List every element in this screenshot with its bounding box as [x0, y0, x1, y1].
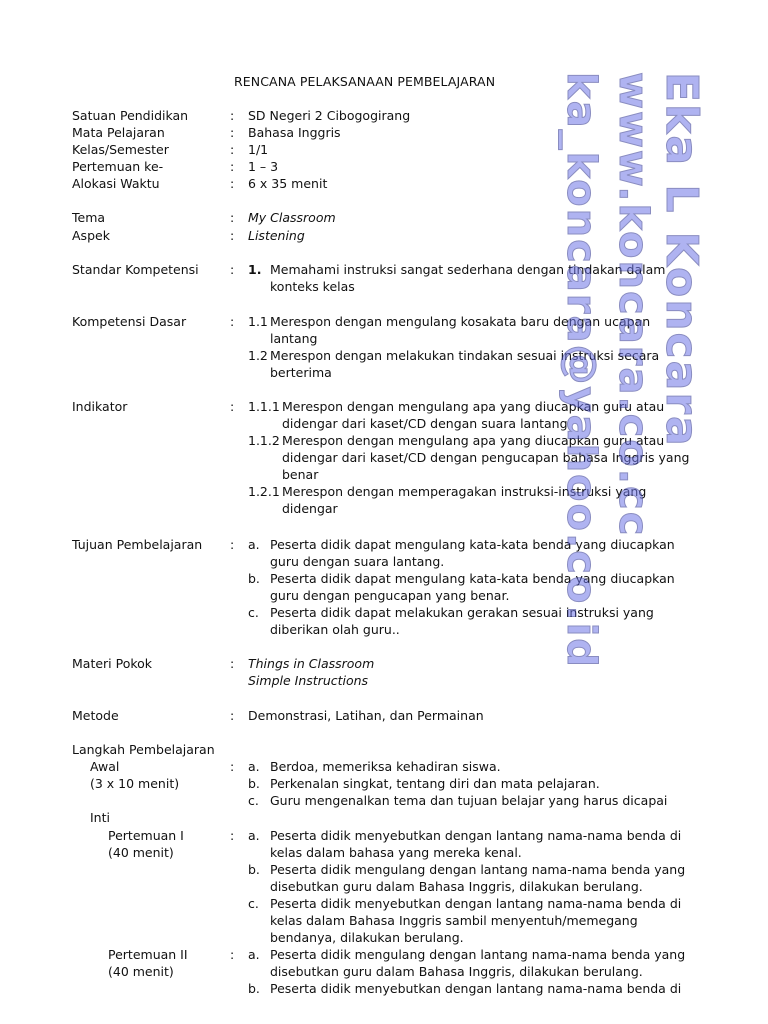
indikator-text-line: didengar dari kaset/CD dengan pengucapan bahasa Inggris yang: [282, 450, 690, 465]
tujuan-letter: b.: [248, 571, 260, 586]
pertemuan-label: Pertemuan ke-: [72, 159, 164, 174]
colon: :: [230, 262, 235, 277]
colon: :: [230, 159, 235, 174]
alokasi-label: Alokasi Waktu: [72, 176, 160, 191]
awal-label: Awal: [90, 759, 120, 774]
pertemuan1-letter: b.: [248, 862, 260, 877]
kd-number: 1.1: [248, 314, 268, 329]
watermark-email: ka_koncara@yahoo.co.id: [558, 72, 604, 669]
indikator-text-line: Merespon dengan mengulang apa yang diucapkan guru atau: [282, 433, 665, 448]
colon: :: [230, 656, 235, 671]
pertemuan1-time: (40 menit): [108, 845, 174, 860]
watermark-author: Eka L Koncara: [656, 72, 707, 448]
awal-letter: c.: [248, 793, 259, 808]
colon: :: [230, 537, 235, 552]
materi-label: Materi Pokok: [72, 656, 153, 671]
colon: :: [230, 142, 235, 157]
awal-letter: a.: [248, 759, 260, 774]
pertemuan1-label: Pertemuan I: [108, 828, 184, 843]
indikator-number: 1.1.2: [248, 433, 280, 448]
pertemuan1-text-line: disebutkan guru dalam Bahasa Inggris, dilakukan berulang.: [270, 879, 643, 894]
tujuan-text-line: Peserta didik dapat melakukan gerakan sesuai instruksi yang: [270, 605, 654, 620]
colon: :: [230, 947, 235, 962]
colon: :: [230, 828, 235, 843]
indikator-text-line: Merespon dengan mengulang apa yang diucapkan guru atau: [282, 399, 665, 414]
alokasi-value: 6 x 35 menit: [248, 176, 328, 191]
colon: :: [230, 314, 235, 329]
pertemuan1-letter: a.: [248, 828, 260, 843]
tema-value: My Classroom: [248, 210, 336, 225]
indikator-number: 1.2.1: [248, 484, 280, 499]
kd-text-line: Merespon dengan melakukan tindakan sesuai instruksi secara: [270, 348, 660, 363]
indikator-text-line: benar: [282, 467, 319, 482]
kd-text-line: lantang: [270, 331, 318, 346]
colon: :: [230, 708, 235, 723]
tujuan-text-line: guru dengan pengucapan yang benar.: [270, 588, 510, 603]
tema-label: Tema: [72, 210, 106, 225]
sk-text-line: konteks kelas: [270, 279, 355, 294]
pertemuan1-text-line: Peserta didik menyebutkan dengan lantang nama-nama benda di: [270, 828, 682, 843]
awal-letter: b.: [248, 776, 260, 791]
kd-number: 1.2: [248, 348, 268, 363]
inti-label: Inti: [90, 810, 110, 825]
satuan-label: Satuan Pendidikan: [72, 108, 189, 123]
colon: :: [230, 108, 235, 123]
sk-label: Standar Kompetensi: [72, 262, 199, 277]
pertemuan1-text-line: Peserta didik mengulang dengan lantang nama-nama benda yang: [270, 862, 686, 877]
pertemuan1-text-line: bendanya, dilakukan berulang.: [270, 930, 464, 945]
colon: :: [230, 176, 235, 191]
materi-value: Things in Classroom: [248, 656, 375, 671]
pertemuan2-letter: a.: [248, 947, 260, 962]
document-title: RENCANA PELAKSANAAN PEMBELAJARAN: [234, 74, 496, 89]
langkah-label: Langkah Pembelajaran: [72, 742, 215, 757]
pertemuan-value: 1 – 3: [248, 159, 279, 174]
indikator-text-line: didengar: [282, 501, 338, 516]
colon: :: [230, 399, 235, 414]
pertemuan1-text-line: Peserta didik menyebutkan dengan lantang nama-nama benda di: [270, 896, 682, 911]
awal-text-line: Berdoa, memeriksa kehadiran siswa.: [270, 759, 501, 774]
satuan-value: SD Negeri 2 Cibogogirang: [248, 108, 411, 123]
sk-number: 1.: [248, 262, 262, 277]
tujuan-text-line: guru dengan suara lantang.: [270, 554, 445, 569]
awal-time: (3 x 10 menit): [90, 776, 180, 791]
tujuan-text-line: diberikan olah guru..: [270, 622, 400, 637]
pertemuan1-letter: c.: [248, 896, 259, 911]
awal-text-line: Guru mengenalkan tema dan tujuan belajar yang harus dicapai: [270, 793, 668, 808]
pertemuan2-text-line: disebutkan guru dalam Bahasa Inggris, dilakukan berulang.: [270, 964, 643, 979]
kd-text-line: Merespon dengan mengulang kosakata baru dengan ucapan: [270, 314, 651, 329]
indikator-text-line: didengar dari kaset/CD dengan suara lantang: [282, 416, 568, 431]
tujuan-text-line: Peserta didik dapat mengulang kata-kata benda yang diucapkan: [270, 537, 675, 552]
materi-value: Simple Instructions: [248, 673, 369, 688]
aspek-label: Aspek: [72, 228, 110, 243]
tujuan-letter: a.: [248, 537, 260, 552]
kelas-value: 1/1: [248, 142, 269, 157]
indikator-label: Indikator: [72, 399, 128, 414]
kd-text-line: berterima: [270, 365, 332, 380]
pertemuan2-time: (40 menit): [108, 964, 174, 979]
aspek-value: Listening: [248, 228, 305, 243]
pertemuan1-text-line: kelas dalam bahasa yang mereka kenal.: [270, 845, 522, 860]
tujuan-text-line: Peserta didik dapat mengulang kata-kata benda yang diucapkan: [270, 571, 675, 586]
colon: :: [230, 759, 235, 774]
pertemuan2-label: Pertemuan II: [108, 947, 188, 962]
metode-value: Demonstrasi, Latihan, dan Permainan: [248, 708, 484, 723]
kelas-label: Kelas/Semester: [72, 142, 169, 157]
watermark-website: www.koncara.co.cc: [610, 72, 656, 538]
pertemuan2-text-line: Peserta didik menyebutkan dengan lantang nama-nama benda di: [270, 981, 682, 996]
kd-label: Kompetensi Dasar: [72, 314, 187, 329]
metode-label: Metode: [72, 708, 119, 723]
pertemuan2-text-line: Peserta didik mengulang dengan lantang nama-nama benda yang: [270, 947, 686, 962]
pertemuan1-text-line: kelas dalam Bahasa Inggris sambil menyentuh/memegang: [270, 913, 638, 928]
indikator-number: 1.1.1: [248, 399, 280, 414]
pertemuan2-letter: b.: [248, 981, 260, 996]
awal-text-line: Perkenalan singkat, tentang diri dan mata pelajaran.: [270, 776, 600, 791]
mapel-value: Bahasa Inggris: [248, 125, 341, 140]
colon: :: [230, 210, 235, 225]
colon: :: [230, 228, 235, 243]
mapel-label: Mata Pelajaran: [72, 125, 165, 140]
tujuan-letter: c.: [248, 605, 259, 620]
indikator-text-line: Merespon dengan memperagakan instruksi-instruksi yang: [282, 484, 647, 499]
sk-text-line: Memahami instruksi sangat sederhana dengan tindakan dalam: [270, 262, 666, 277]
colon: :: [230, 125, 235, 140]
tujuan-label: Tujuan Pembelajaran: [72, 537, 203, 552]
